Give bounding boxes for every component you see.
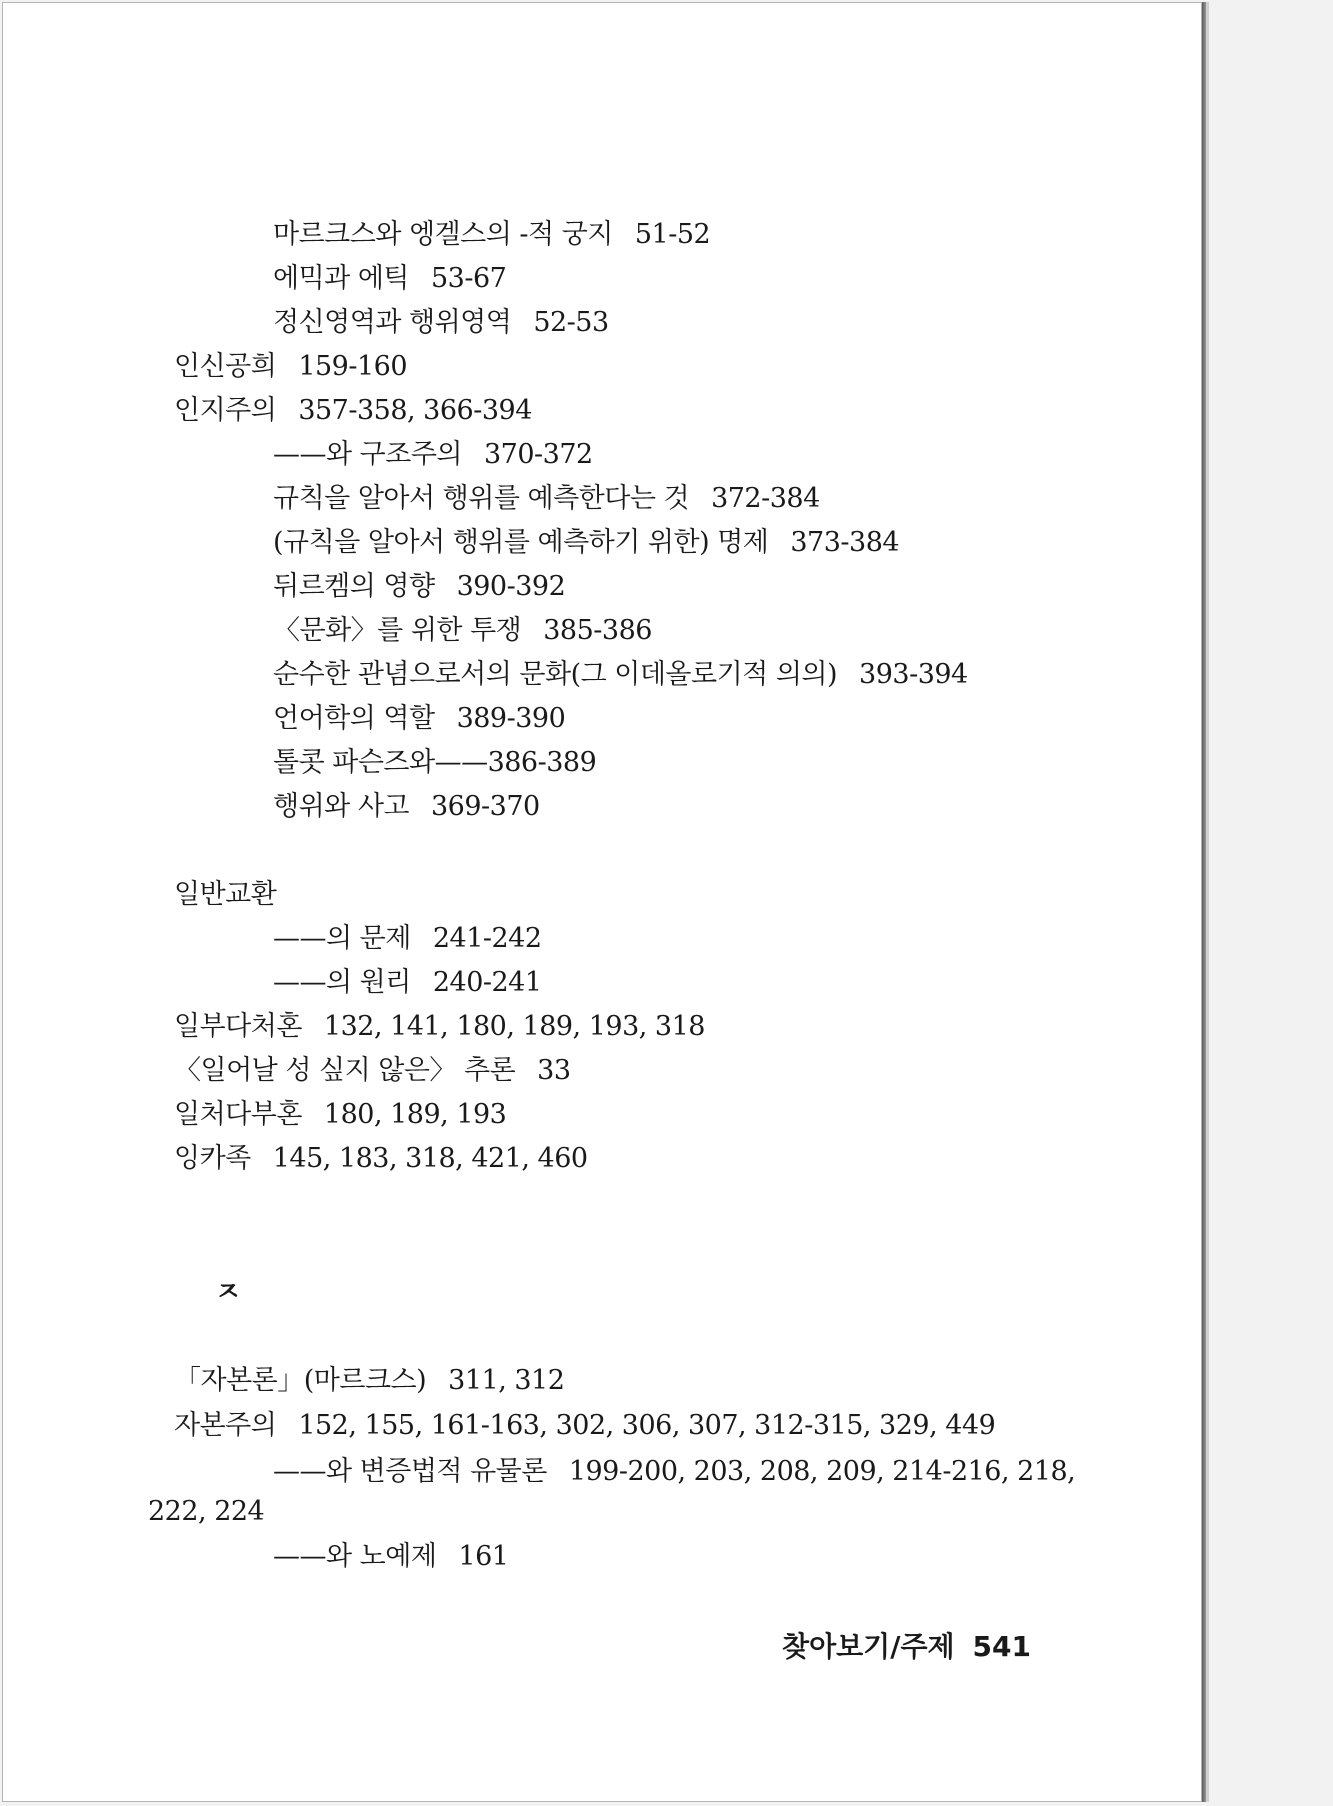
index-entry xyxy=(273,965,542,1001)
entry-pages: 311, 312 xyxy=(448,1365,565,1396)
entry-pages: 357-358, 366-394 xyxy=(298,395,532,426)
index-entry xyxy=(273,217,710,253)
entry-pages: 199-200, 203, 208, 209, 214-216, 218, xyxy=(568,1456,1076,1487)
entry-term: 인지주의 xyxy=(174,395,277,426)
entry-pages: 180, 189, 193 xyxy=(323,1099,507,1130)
index-page xyxy=(2,2,1202,1802)
entry-term: 잉카족 xyxy=(174,1143,251,1174)
entry-term: 톨콧 파슨즈와——386-389 xyxy=(273,747,597,778)
index-entry xyxy=(273,745,596,781)
entry-term: (규칙을 알아서 행위를 예측하기 위한) 명제 xyxy=(273,527,769,558)
entry-term: 정신영역과 행위영역 xyxy=(273,307,512,338)
entry-pages: 389-390 xyxy=(456,703,566,734)
entry-term: 뒤르켐의 영향 xyxy=(273,571,435,602)
entry-term: ——의 문제 xyxy=(273,923,411,954)
index-entry xyxy=(273,481,820,517)
index-entry xyxy=(174,1097,506,1133)
entry-term: 인신공희 xyxy=(174,351,277,382)
entry-term: ——의 원리 xyxy=(273,967,411,998)
entry-pages: 241-242 xyxy=(432,923,542,954)
index-entry xyxy=(273,701,565,737)
entry-term: 규칙을 알아서 행위를 예측한다는 것 xyxy=(273,483,690,514)
index-entry xyxy=(273,437,593,473)
entry-term: 행위와 사고 xyxy=(273,791,409,822)
entry-pages: 372-384 xyxy=(711,483,820,514)
index-entry xyxy=(273,657,968,693)
page-edge-highlight xyxy=(1206,2,1209,1802)
index-entry xyxy=(174,393,532,429)
index-entry xyxy=(273,1454,1075,1490)
entry-term: 일처다부혼 xyxy=(174,1099,302,1130)
entry-pages: 145, 183, 318, 421, 460 xyxy=(272,1143,588,1174)
index-entry xyxy=(174,1053,571,1089)
index-entry xyxy=(273,569,565,605)
index-entry xyxy=(174,1408,995,1444)
entry-term: 순수한 관념으로서의 문화(그 이데올로기적 의의) xyxy=(273,659,838,690)
footer-label: 찾아보기/주제 xyxy=(782,1630,955,1663)
entry-pages: 33 xyxy=(537,1055,571,1086)
entry-pages: 369-370 xyxy=(431,791,540,822)
entry-term: 〈문화〉를 위한 투쟁 xyxy=(273,615,522,646)
entry-pages: 370-372 xyxy=(484,439,593,470)
entry-term: 에믹과 에틱 xyxy=(273,263,409,294)
entry-pages: 51-52 xyxy=(634,219,711,250)
index-entry xyxy=(174,349,407,385)
entry-pages: 53-67 xyxy=(431,263,507,294)
index-entry-continuation xyxy=(148,1494,264,1530)
index-entry xyxy=(273,789,540,825)
entry-term: ——와 구조주의 xyxy=(273,439,462,470)
entry-pages: 373-384 xyxy=(790,527,900,558)
index-entry xyxy=(174,1009,705,1045)
entry-pages: 52-53 xyxy=(533,307,609,338)
entry-term: 일반교환 xyxy=(174,879,277,910)
index-entry xyxy=(273,921,542,957)
entry-pages: 393-394 xyxy=(859,659,968,690)
index-entry xyxy=(273,1539,508,1575)
entry-pages: 132, 141, 180, 189, 193, 318 xyxy=(323,1011,705,1042)
index-entry xyxy=(273,261,506,297)
entry-term: 〈일어날 성 싶지 않은〉 추론 xyxy=(174,1055,516,1086)
page-footer xyxy=(782,1629,1031,1665)
entry-pages: 240-241 xyxy=(432,967,542,998)
index-entry xyxy=(174,877,276,913)
entry-pages: 385-386 xyxy=(543,615,652,646)
section-heading: ㅈ xyxy=(215,1277,242,1308)
entry-pages: 161 xyxy=(458,1541,509,1572)
index-entry xyxy=(174,1141,588,1177)
entry-pages: 152, 155, 161-163, 302, 306, 307, 312-315, 329, 449 xyxy=(298,1410,996,1441)
index-entry xyxy=(273,613,652,649)
entry-term: 「자본론」(마르크스) xyxy=(174,1365,427,1396)
entry-term: ——와 노예제 xyxy=(273,1541,437,1572)
page-number: 541 xyxy=(972,1630,1031,1663)
index-entry xyxy=(174,1363,564,1399)
entry-term: ——와 변증법적 유물론 xyxy=(273,1456,547,1487)
entry-term: 언어학의 역할 xyxy=(273,703,435,734)
entry-pages: 222, 224 xyxy=(148,1496,265,1527)
entry-term: 일부다처혼 xyxy=(174,1011,302,1042)
index-entry xyxy=(273,305,609,341)
entry-pages: 159-160 xyxy=(298,351,408,382)
index-entry xyxy=(273,525,899,561)
entry-term: 마르크스와 엥겔스의 -적 궁지 xyxy=(273,219,613,250)
entry-pages: 390-392 xyxy=(456,571,566,602)
entry-term: 자본주의 xyxy=(174,1410,277,1441)
